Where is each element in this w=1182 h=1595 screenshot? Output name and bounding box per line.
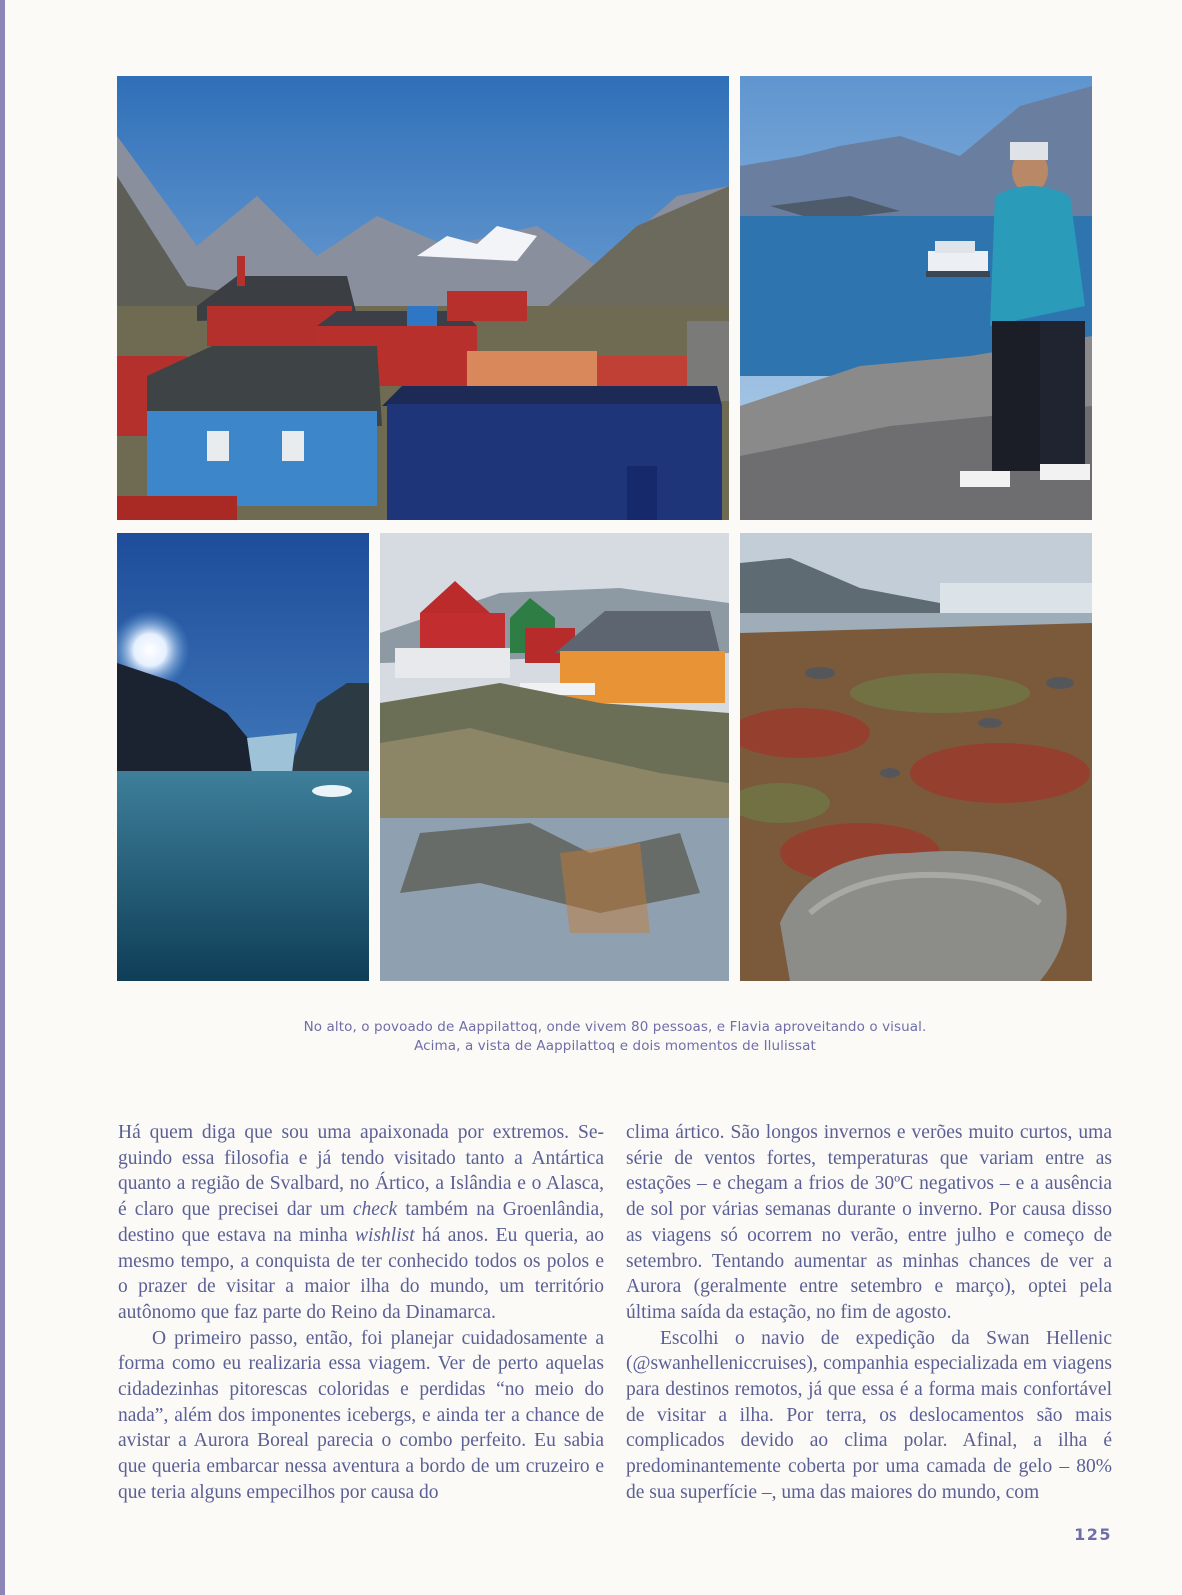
text-run: também na Groenlândia, destino que estava na minha <box>118 1199 604 1246</box>
text-run: há anos. Eu queria, ao mesmo tempo, a conquista de ter conhecido todos os polos e o prazer de visitar a maior ilha do mundo, um território autônomo que faz parte do Reino da Dinamarca. <box>118 1224 604 1323</box>
page-spine-edge <box>0 0 5 1595</box>
text-run: Há quem diga que sou uma apaixonada por extremos. Seguindo essa filosofia e já tendo visitado tanto a Antártica quanto a região de Svalbard, no Ártico, a Islândia e o Alasca, é claro que precisei dar um <box>118 1122 604 1221</box>
photo-aappilattoq-village <box>117 76 729 520</box>
article-paragraph: O primeiro passo, então, foi planejar cuidadosamente a forma como eu realizaria essa viagem. Ver de perto aquelas cidadezinhas pitorescas coloridas e perdidas “no meio do nada”, além dos imponentes icebergs, e ainda ter a chance de avistar a Aurora Boreal parecia o combo perfeito. Eu sabia que queria embarcar nessa aventura a bordo de um cruzeiro e que teria alguns empecilhos por causa do <box>118 1327 604 1503</box>
photo-caption <box>118 1018 1112 1056</box>
italic-term: check <box>352 1199 398 1221</box>
article-column-right <box>626 1120 1112 1506</box>
italic-term: wishlist <box>355 1224 415 1246</box>
article-paragraph: clima ártico. São longos invernos e verões muito curtos, uma série de ventos fortes, temperaturas que variam entre as estações – e chegam a frios de 30ºC negativos – e a ausência de sol por várias semanas durante o inverno. Por causa disso as viagens só ocorrem no verão, entre julho e começo de setembro. Tentando aumentar as minhas chances de ver a Aurora (geralmente entre setembro e março), optei pela última saída da estação, no fim de agosto. <box>626 1122 1112 1323</box>
article-paragraph <box>118 1120 604 1326</box>
photo-flavia-fjord <box>740 76 1092 520</box>
photo-ilulissat-tundra <box>740 533 1092 981</box>
page-number: 125 <box>1074 1525 1112 1544</box>
article-paragraph: Escolhi o navio de expedição da Swan Hellenic (@swanhelleniccruises), companhia especializada em viagens para destinos remotos, já que essa é a forma mais confortável de visitar a ilha. Por terra, os deslocamentos são mais complicados devido ao clima polar. Afinal, a ilha é predominantemente coberta por uma camada de gelo – 80% de sua superfície –, uma das maiores do mundo, com <box>626 1327 1112 1503</box>
article-column-left <box>118 1120 604 1506</box>
caption-line-1: No alto, o povoado de Aappilattoq, onde vivem 80 pessoas, e Flavia aproveitando o visual. <box>303 1019 927 1035</box>
caption-line-2: Acima, a vista de Aappilattoq e dois momentos de Ilulissat <box>414 1038 816 1054</box>
photo-ilulissat-houses <box>380 533 729 981</box>
photo-glacier-fjord <box>117 533 369 981</box>
